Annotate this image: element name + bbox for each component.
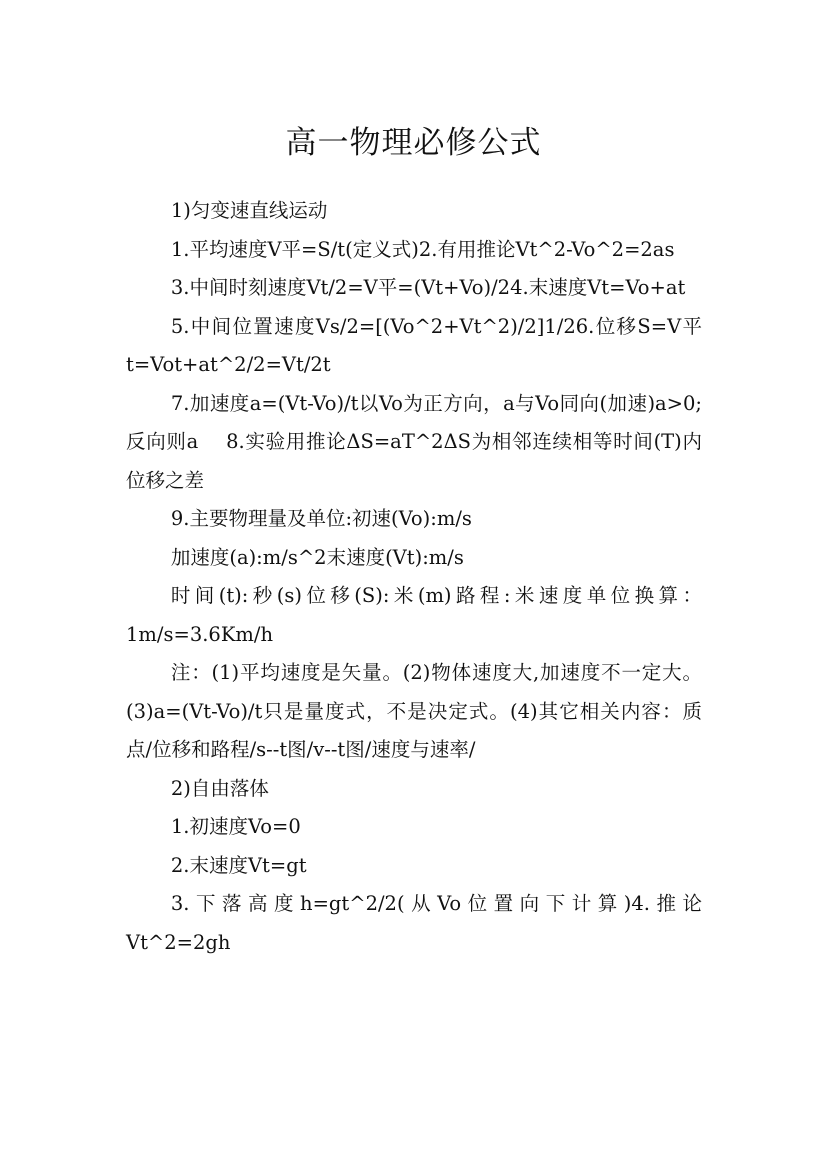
paragraph-notes: 注：(1)平均速度是矢量。(2)物体速度大,加速度不一定大。(3)a=(Vt-Vo)/t只是量度式，不是决定式。(4)其它相关内容：质点/位移和路程/s--t图/v--t图/速度与速率/	[126, 661, 702, 761]
paragraph-units-initial-velocity: 9.主要物理量及单位:初速(Vo):m/s	[170, 507, 472, 530]
paragraph-free-fall-initial-velocity: 1.初速度Vo=0	[170, 815, 301, 838]
paragraph-acceleration: 7.加速度a=(Vt-Vo)/t以Vo为正方向，a与Vo同向(加速)a>0;反向则a 8.实验用推论ΔS=aT^2ΔS为相邻连续相等时间(T)内位移之差	[126, 391, 702, 492]
section-heading-uniform-motion: 1)匀变速直线运动	[170, 199, 328, 222]
paragraph-midpoint-time-velocity: 3.中间时刻速度Vt/2=V平=(Vt+Vo)/24.末速度Vt=Vo+at	[170, 276, 686, 299]
paragraph-units-time: 时间(t):秒(s)位移(S):米(m)路程:米速度单位换算：1m/s=3.6Km/h	[126, 584, 702, 646]
document-title: 高一物理必修公式	[285, 124, 542, 161]
document-body	[126, 192, 702, 962]
paragraph-free-fall-height: 3.下落高度h=gt^2/2(从Vo位置向下计算)4.推论Vt^2=2gh	[126, 892, 702, 954]
paragraph-midpoint-position-velocity: 5.中间位置速度Vs/2=[(Vo^2+Vt^2)/2]1/26.位移S=V平t=Vot+at^2/2=Vt/2t	[126, 314, 702, 376]
section-heading-free-fall: 2)自由落体	[170, 776, 269, 800]
paragraph-free-fall-final-velocity: 2.末速度Vt=gt	[170, 853, 307, 877]
paragraph-units-acceleration: 加速度(a):m/s^2末速度(Vt):m/s	[170, 545, 464, 569]
paragraph-average-velocity: 1.平均速度V平=S/t(定义式)2.有用推论Vt^2-Vo^2=2as	[170, 237, 675, 261]
